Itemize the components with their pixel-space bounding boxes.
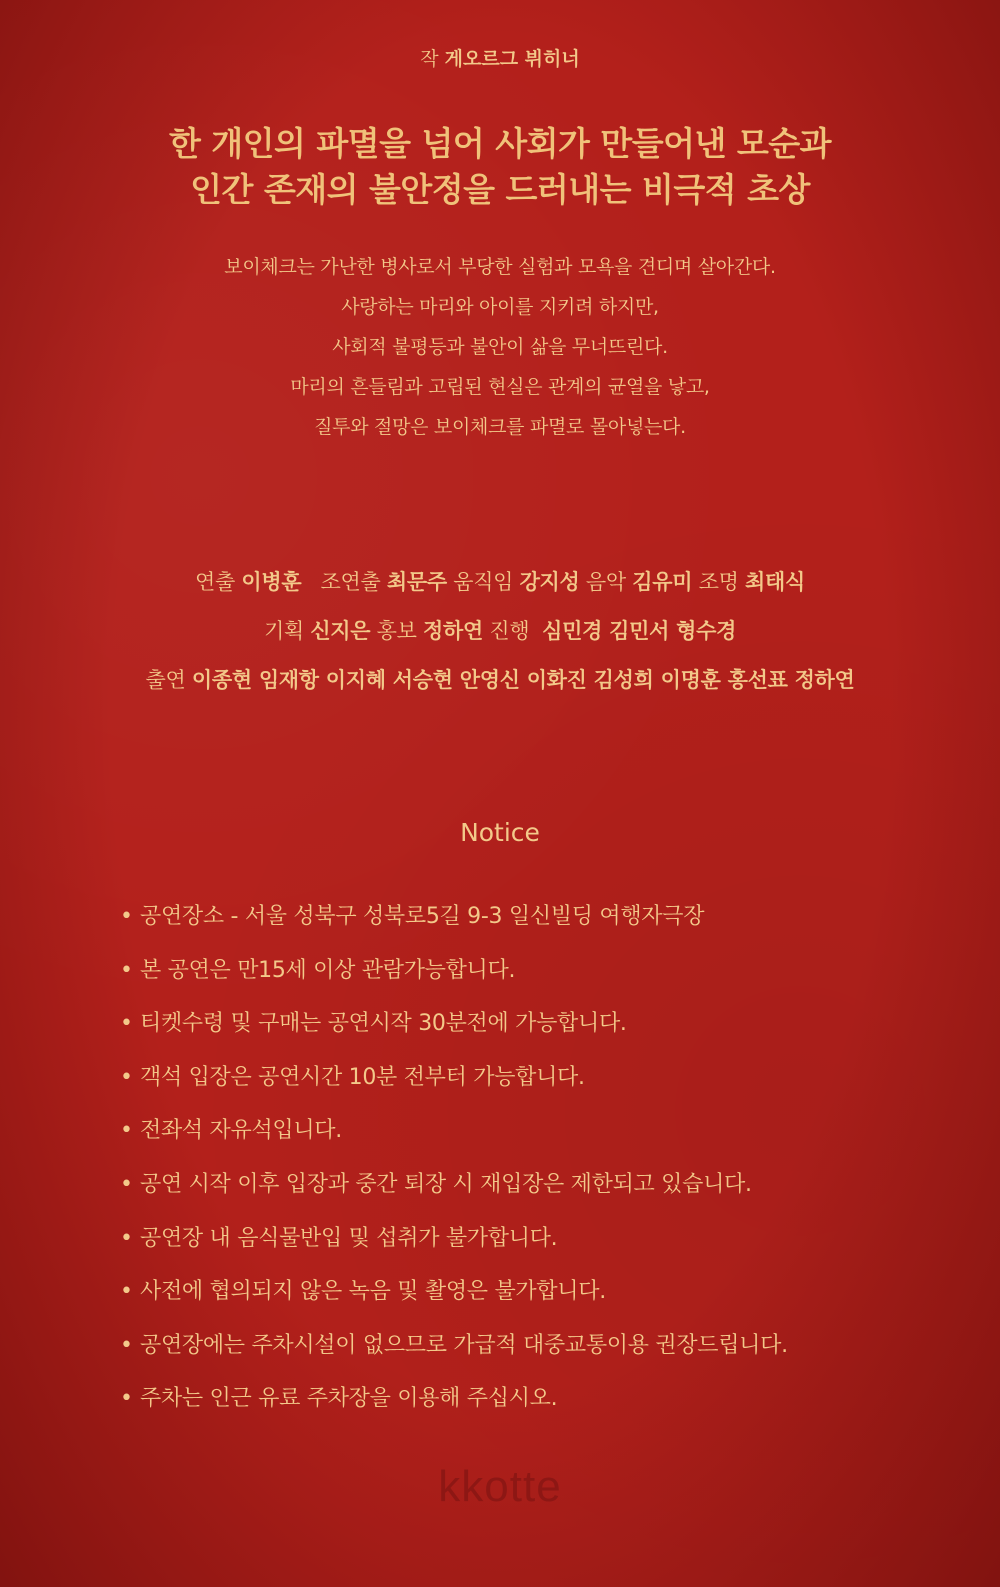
notice-item-text: 공연장 내 음식물반입 및 섭취가 불가합니다. (140, 1225, 558, 1251)
bullet-icon: • (120, 1011, 133, 1037)
credits-line-2 (0, 615, 1000, 645)
synopsis-line-1: 보이체크는 가난한 병사로서 부당한 실험과 모욕을 견디며 살아간다. (224, 256, 776, 278)
writer-label: 작 (420, 48, 439, 70)
credit-name: 김유미 (632, 570, 693, 594)
notice-list (120, 897, 788, 1433)
credit-role: 홍보 (376, 619, 417, 643)
notice-item-text: 객석 입장은 공연시간 10분 전부터 가능합니다. (140, 1064, 585, 1090)
credit-name: 최태식 (745, 570, 805, 594)
synopsis-line-4: 마리의 흔들림과 고립된 현실은 관계의 균열을 낳고, (290, 376, 710, 398)
bullet-icon: • (120, 1064, 133, 1090)
bullet-icon: • (120, 1118, 133, 1144)
notice-item-text: 사전에 협의되지 않은 녹음 및 촬영은 불가합니다. (140, 1279, 606, 1305)
notice-item (120, 951, 788, 1005)
notice-item (120, 1379, 788, 1433)
bullet-icon: • (120, 1279, 133, 1305)
synopsis-line-5: 질투와 절망은 보이체크를 파멸로 몰아넣는다. (314, 416, 686, 438)
bullet-icon: • (120, 904, 133, 929)
credit-role: 진행 (489, 619, 530, 643)
notice-item-text: 전좌석 자유석입니다. (140, 1118, 342, 1144)
bullet-icon: • (120, 1332, 133, 1358)
writer-name: 게오르그 뷔히너 (444, 48, 580, 70)
credits-line-1 (0, 566, 1000, 596)
credit-name: 심민경 김민서 형수경 (542, 619, 737, 643)
synopsis-line-3: 사회적 불평등과 불안이 삶을 무너뜨린다. (332, 336, 668, 358)
notice-item (120, 1219, 788, 1273)
kkotte-logo: kkotte (438, 1462, 562, 1511)
headline-line-2: 인간 존재의 불안정을 드러내는 비극적 초상 (190, 170, 810, 209)
cast-role: 출연 (145, 668, 186, 692)
bullet-icon: • (120, 1171, 133, 1197)
credit-name: 강지성 (519, 570, 580, 594)
notice-item-text: 공연장소 - 서울 성북구 성북로5길 9-3 일신빌딩 여행자극장 (140, 904, 705, 929)
headline-line-1: 한 개인의 파멸을 넘어 사회가 만들어낸 모순과 (168, 124, 832, 163)
cast-names: 이종현 임재항 이지혜 서승현 안영신 이화진 김성희 이명훈 홍선표 정하연 (191, 668, 855, 692)
notice-item (120, 1111, 788, 1165)
writer-credit (0, 44, 1000, 71)
credit-name: 이병훈 (241, 570, 302, 594)
credits-cast-line (0, 664, 1000, 694)
credit-name: 정하연 (423, 619, 484, 643)
notice-item-text: 공연장에는 주차시설이 없으므로 가급적 대중교통이용 권장드립니다. (140, 1332, 788, 1358)
notice-item (120, 1272, 788, 1326)
notice-title: Notice (460, 818, 540, 847)
credit-role: 조명 (698, 570, 739, 594)
notice-item (120, 1004, 788, 1058)
credit-role: 조연출 (320, 570, 381, 594)
bullet-icon: • (120, 957, 133, 983)
notice-item (120, 1326, 788, 1380)
bullet-icon: • (120, 1386, 133, 1412)
notice-item (120, 1058, 788, 1112)
bullet-icon: • (120, 1225, 133, 1251)
credit-role: 연출 (195, 570, 235, 594)
notice-item-text: 공연 시작 이후 입장과 중간 퇴장 시 재입장은 제한되고 있습니다. (140, 1171, 752, 1197)
notice-item-text: 주차는 인근 유료 주차장을 이용해 주십시오. (140, 1386, 558, 1412)
notice-item (120, 1165, 788, 1219)
credit-name: 신지은 (310, 619, 371, 643)
notice-item (120, 897, 788, 951)
credit-role: 음악 (585, 570, 626, 594)
notice-item-text: 티켓수령 및 구매는 공연시작 30분전에 가능합니다. (140, 1011, 627, 1037)
notice-item-text: 본 공연은 만15세 이상 관람가능합니다. (140, 957, 516, 983)
credit-role: 움직임 (453, 570, 514, 594)
synopsis-line-2: 사랑하는 마리와 아이를 지키려 하지만, (341, 296, 659, 318)
credit-role: 기획 (263, 619, 304, 643)
credit-name: 최문주 (386, 570, 447, 594)
